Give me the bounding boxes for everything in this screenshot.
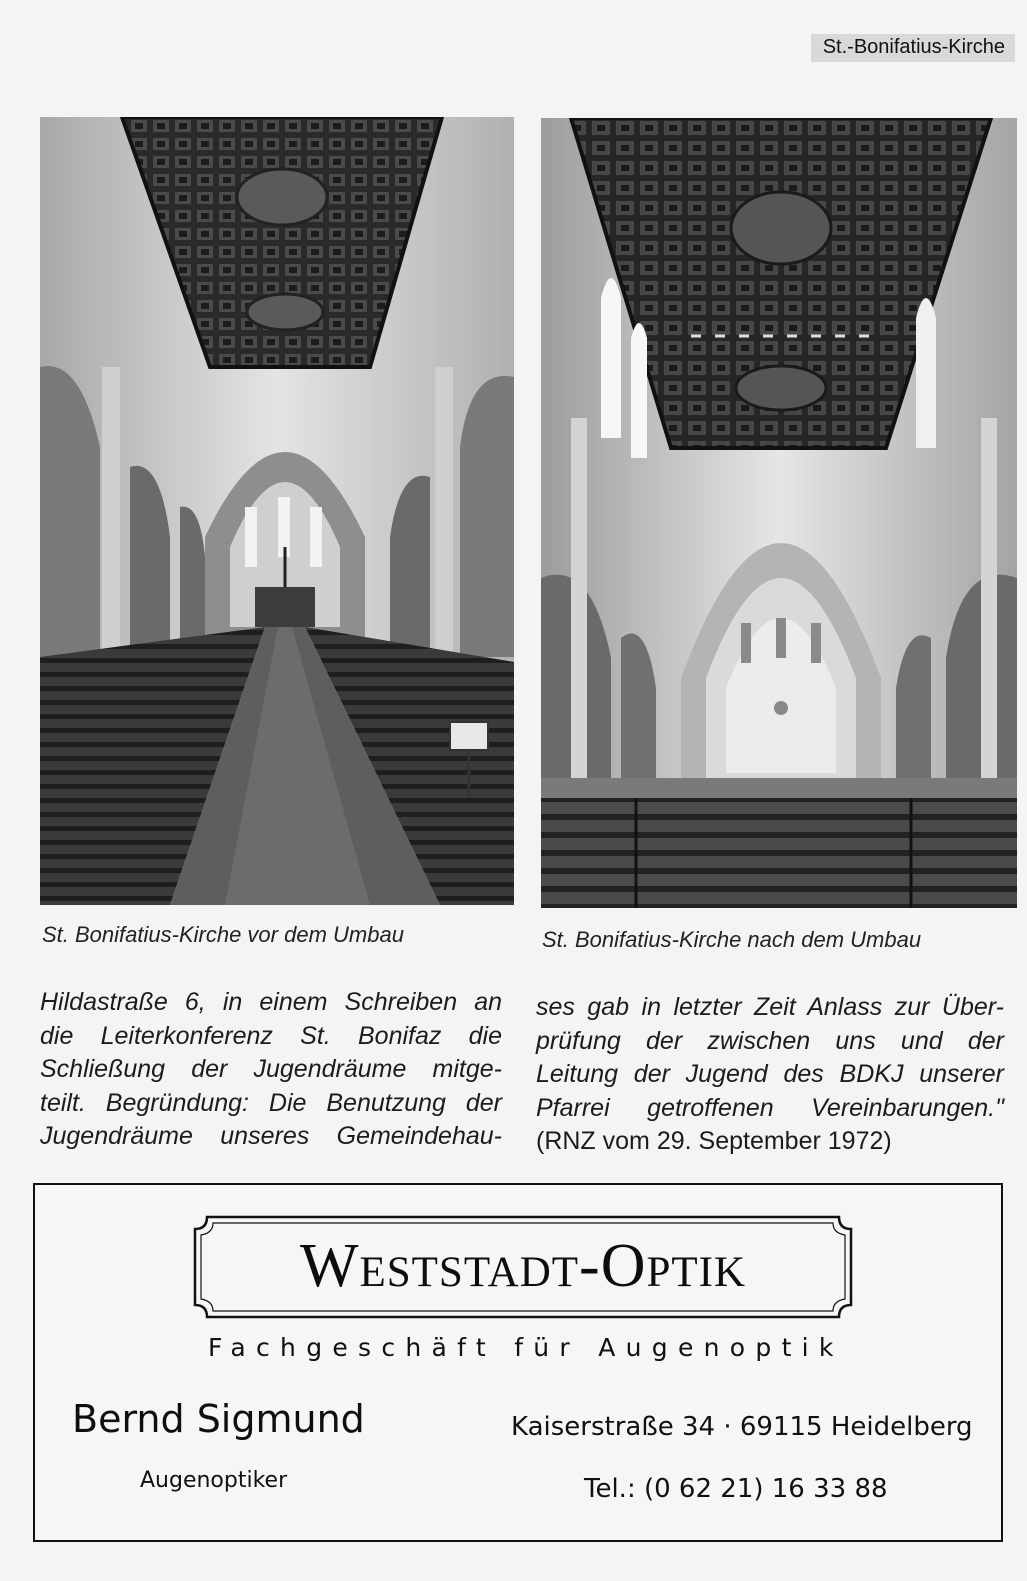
text-line: die Leiterkonferenz St. Bonifaz die [40, 1021, 502, 1050]
article-column-right [536, 991, 1004, 1159]
text-line: Jugendräume unseres Gemeindehau- [40, 1122, 502, 1150]
text-line: ses gab in letzter Zeit Anlass zur Über- [536, 993, 1004, 1021]
owner-name: Bernd Sigmund [72, 1397, 365, 1441]
church-after-photo [541, 118, 1017, 908]
photo-caption-after: St. Bonifatius-Kirche nach dem Umbau [542, 927, 922, 952]
church-before-photo [40, 117, 514, 905]
text-line: Schließung der Jugendräume mitge- [40, 1055, 502, 1083]
photo-caption-before: St. Bonifatius-Kirche vor dem Umbau [42, 922, 404, 947]
business-subtitle: Fachgeschäft für Augenoptik [208, 1333, 844, 1362]
business-address: Kaiserstraße 34 · 69115 Heidelberg [511, 1412, 973, 1442]
optician-advertisement [33, 1183, 1003, 1542]
text-line: prüfung der zwischen uns und der [536, 1026, 1004, 1055]
text-line: Pfarrei getroffenen Vereinbarungen." [536, 1093, 1004, 1122]
text-line: teilt. Begründung: Die Benutzung der [40, 1088, 502, 1117]
church-after-image [541, 118, 1017, 908]
text-line: Leitung der Jugend des BDKJ unserer [536, 1060, 1004, 1088]
logo-frame [193, 1215, 853, 1319]
business-phone: Tel.: (0 62 21) 16 33 88 [584, 1474, 888, 1504]
section-tag: St.-Bonifatius-Kirche [811, 34, 1015, 62]
church-before-image [40, 117, 514, 905]
text-line: Hildastraße 6, in einem Schreiben an [40, 988, 502, 1016]
article-column-left [40, 986, 502, 1154]
logo-text: Weststadt-Optik [299, 1232, 747, 1300]
owner-role: Augenoptiker [140, 1468, 288, 1493]
citation: (RNZ vom 29. September 1972) [536, 1127, 892, 1155]
